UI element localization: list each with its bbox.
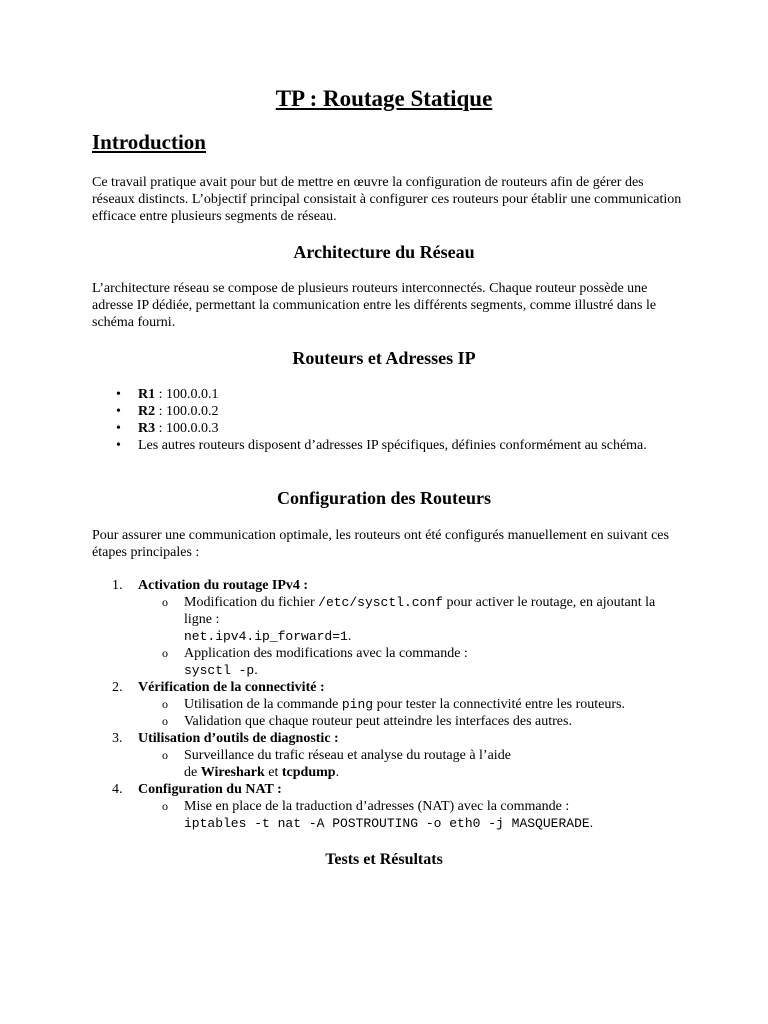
substeps: [138, 696, 682, 730]
circle-bullet-icon: o: [162, 748, 168, 762]
step-item: [92, 730, 682, 781]
substeps: [138, 594, 682, 679]
step-number: 2.: [112, 680, 123, 695]
architecture-paragraph: L’architecture réseau se compose de plusieurs routeurs interconnectés. Chaque routeur possède une adresse IP dédiée, permettant la communication entre les différents segments, comme illustré dans le schéma fourni.: [92, 281, 657, 330]
architecture-heading: Architecture du Réseau: [293, 242, 475, 262]
code-inline: ping: [341, 697, 374, 712]
bullet-icon: •: [116, 404, 121, 419]
router-name: R3: [138, 421, 156, 436]
step-number: 3.: [112, 731, 123, 746]
intro-heading: Introduction: [92, 130, 206, 154]
tool-name: Wireshark: [200, 765, 265, 780]
config-intro: Pour assurer une communication optimale, les routeurs ont été configurés manuellement en suivant ces étapes principales :: [92, 528, 669, 560]
tool-name: tcpdump: [281, 765, 336, 780]
router-ip: : 100.0.0.3: [155, 421, 219, 436]
substeps: [138, 747, 682, 781]
step-number: 4.: [112, 782, 123, 797]
list-item: [92, 437, 682, 454]
bullet-icon: •: [116, 421, 121, 436]
code-path: /etc/sysctl.conf: [318, 595, 443, 610]
substep: o Modification du fichier /etc/sysctl.conf pour activer le routage, en ajoutant la ligne : net.ipv4.ip_forward=1.: [162, 595, 656, 644]
bullet-icon: •: [116, 387, 121, 402]
config-heading: Configuration des Routeurs: [276, 488, 491, 508]
router-ip: : 100.0.0.2: [155, 404, 219, 419]
other-routers-text: Les autres routeurs disposent d’adresses IP spécifiques, définies conformément au schéma.: [138, 438, 647, 453]
step-item: [92, 781, 682, 832]
step-title: Configuration du NAT :: [138, 782, 282, 797]
substep: o Validation que chaque routeur peut atteindre les interfaces des autres.: [162, 714, 572, 729]
circle-bullet-icon: o: [162, 646, 168, 660]
router-name: R2: [138, 404, 156, 419]
substep: o Application des modifications avec la commande : sysctl -p.: [162, 646, 468, 678]
page-title: TP : Routage Statique: [275, 86, 493, 111]
step-item: [92, 577, 682, 679]
list-item: [92, 386, 682, 403]
list-item: [92, 420, 682, 437]
tests-heading: Tests et Résultats: [325, 851, 443, 868]
code-line: iptables -t nat -A POSTROUTING -o eth0 -j MASQUERADE: [184, 816, 590, 831]
routers-heading: Routeurs et Adresses IP: [292, 348, 476, 368]
router-name: R1: [138, 387, 156, 402]
circle-bullet-icon: o: [162, 799, 168, 813]
step-item: [92, 679, 682, 730]
circle-bullet-icon: o: [162, 595, 168, 609]
list-item: [92, 403, 682, 420]
step-title: Vérification de la connectivité :: [138, 680, 325, 695]
substep: o Mise en place de la traduction d’adresses (NAT) avec la commande : iptables -t nat -A POSTROUTING -o eth0 -j MASQUERADE.: [162, 799, 594, 831]
circle-bullet-icon: o: [162, 697, 168, 711]
substep: o Surveillance du trafic réseau et analyse du routage à l’aide de Wireshark et tcpdump.: [162, 748, 511, 780]
intro-paragraph: Ce travail pratique avait pour but de mettre en œuvre la configuration de routeurs afin de gérer des réseaux distincts. L’objectif principal consistait à configurer ces routeurs pour établir une communication efficace entre plusieurs segments de réseau.: [92, 175, 682, 224]
bullet-icon: •: [116, 438, 121, 453]
step-title: Utilisation d’outils de diagnostic :: [138, 731, 339, 746]
substep: o Utilisation de la commande ping pour tester la connectivité entre les routeurs.: [162, 697, 625, 712]
substeps: [138, 798, 682, 832]
code-line: net.ipv4.ip_forward=1: [184, 629, 348, 644]
routers-list: [92, 386, 682, 454]
step-title: Activation du routage IPv4 :: [138, 578, 309, 593]
circle-bullet-icon: o: [162, 714, 168, 728]
config-steps: [92, 577, 682, 832]
step-number: 1.: [112, 578, 123, 593]
code-line: sysctl -p: [184, 663, 255, 678]
router-ip: : 100.0.0.1: [155, 387, 219, 402]
